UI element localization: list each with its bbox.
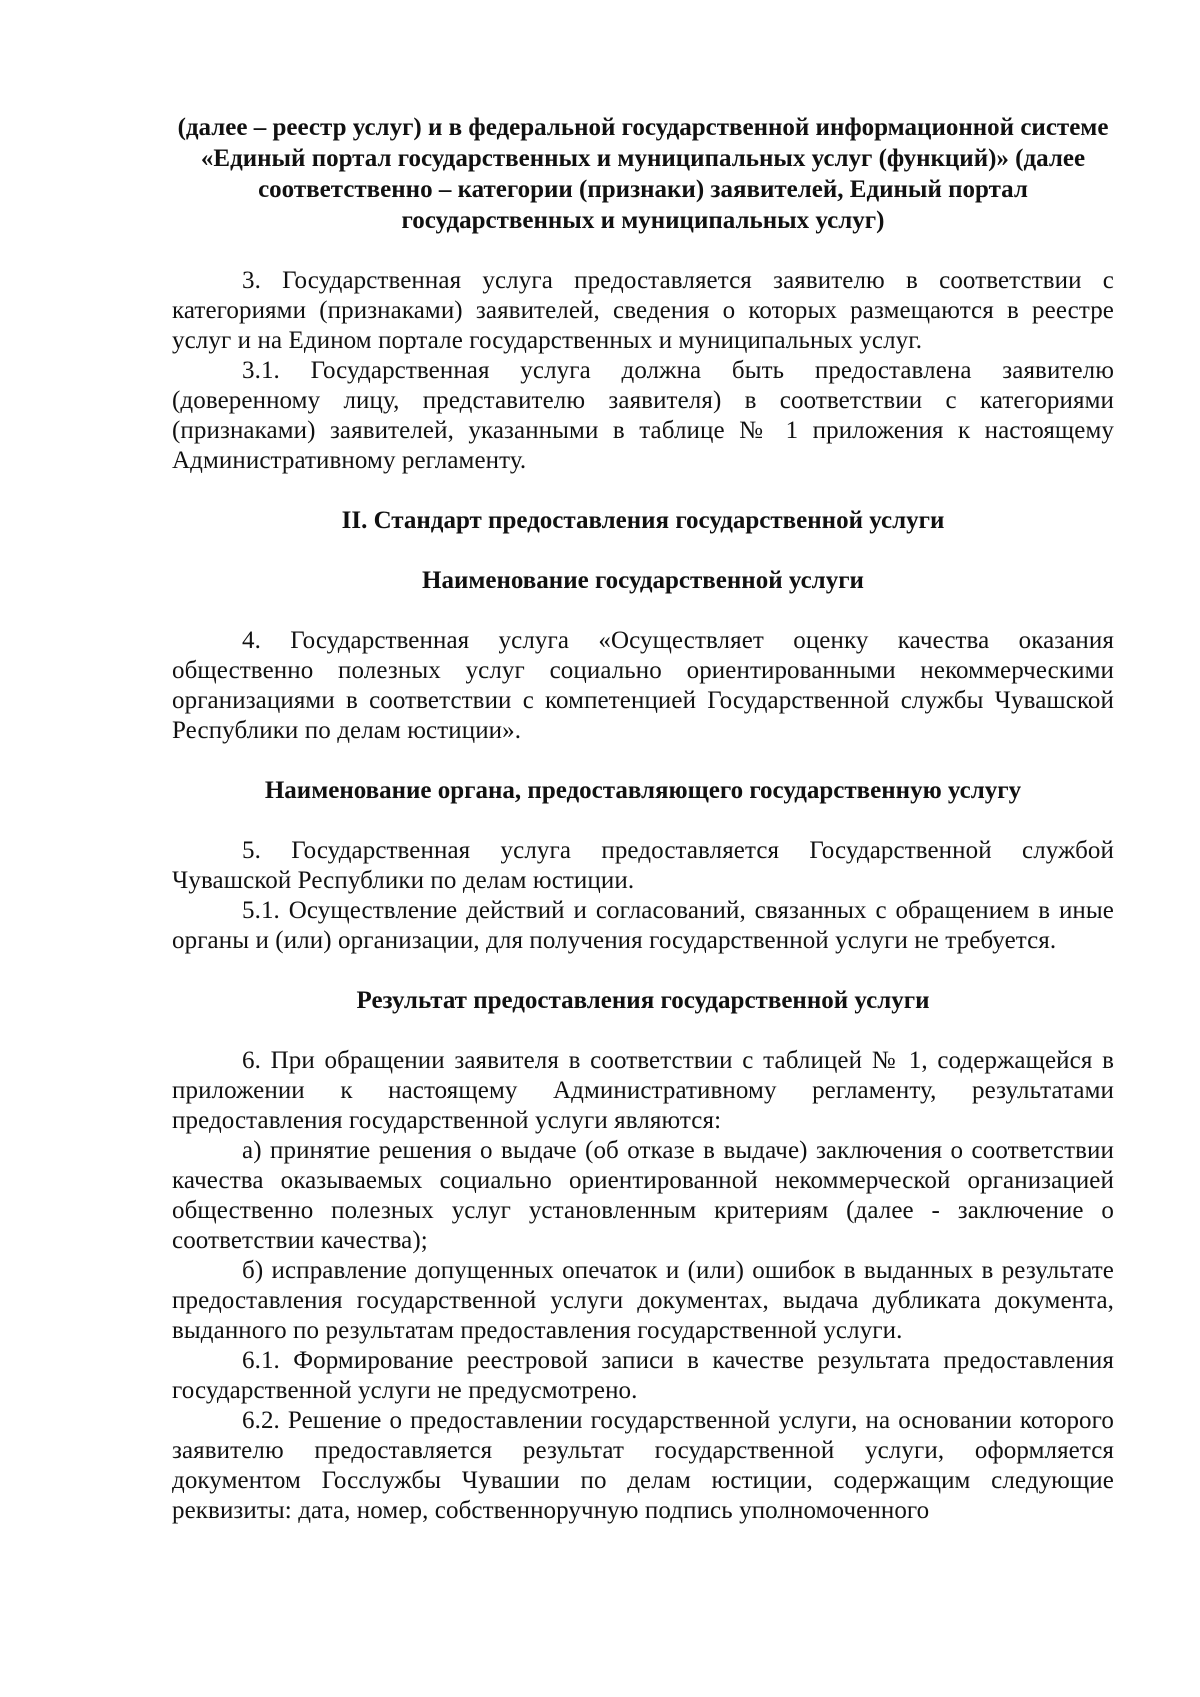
paragraph-6-2: 6.2. Решение о предоставлении государственной услуги, на основании которого заявителю предоставляется результат государственной услуги, оформляется документом Госслужбы Чувашии по делам юстиции, содержащим следующие реквизиты: дата, номер, собственноручную подпись уполномоченного [172,1407,1114,1524]
org-paragraphs [172,836,1114,956]
paragraph-6-a: а) принятие решения о выдаче (об отказе в выдаче) заключения о соответствии качества оказываемых социально ориентированной некоммерческой организацией общественно полезных услуг установленным критериям (далее - заключение о соответствии качества); [172,1137,1114,1254]
paragraph-6: 6. При обращении заявителя в соответствии с таблицей № 1, содержащейся в приложении к настоящему Административному регламенту, результатами предоставления государственной услуги являются: [172,1047,1114,1134]
intro-paragraphs [172,266,1114,476]
intro-heading: (далее – реестр услуг) и в федеральной государственной информационной системе «Единый портал государственных и муниципальных услуг (функций)» (далее соответственно – категории (признаки) заявителей, Единый портал государственных и муниципальных услуг) [177,114,1109,234]
paragraph-6-1: 6.1. Формирование реестровой записи в качестве результата предоставления государственной услуги не предусмотрено. [172,1347,1114,1404]
paragraph-5: 5. Государственная услуга предоставляется Государственной службой Чувашской Республики по делам юстиции. [172,837,1114,894]
paragraph-4: 4. Государственная услуга «Осуществляет оценку качества оказания общественно полезных услуг социально ориентированными некоммерческими организациями в соответствии с компетенцией Государственной службы Чувашской Республики по делам юстиции». [172,627,1114,744]
result-paragraphs [172,1046,1114,1526]
subsection-org-title: Наименование органа, предоставляющего государственную услугу [264,777,1022,804]
paragraph-3-1: 3.1. Государственная услуга должна быть предоставлена заявителю (доверенному лицу, представителю заявителя) в соответствии с категориями (признаками) заявителей, указанными в таблице № 1 приложения к настоящему Административному регламенту. [172,357,1114,474]
subsection-result-title: Результат предоставления государственной услуги [356,987,930,1014]
paragraph-5-1: 5.1. Осуществление действий и согласований, связанных с обращением в иные органы и (или) организации, для получения государственной услуги не требуется. [172,897,1114,954]
document-page [172,112,1114,1526]
subsection-name-title: Наименование государственной услуги [422,567,864,594]
name-paragraphs [172,626,1114,746]
paragraph-3: 3. Государственная услуга предоставляется заявителю в соответствии с категориями (признаками) заявителей, сведения о которых размещаются в реестре услуг и на Едином портале государственных и муниципальных услуг. [172,267,1114,354]
section-title: II. Стандарт предоставления государственной услуги [341,507,945,534]
paragraph-6-b: б) исправление допущенных опечаток и (или) ошибок в выданных в результате предоставления государственной услуги документах, выдача дубликата документа, выданного по результатам предоставления государственной услуги. [172,1257,1114,1344]
